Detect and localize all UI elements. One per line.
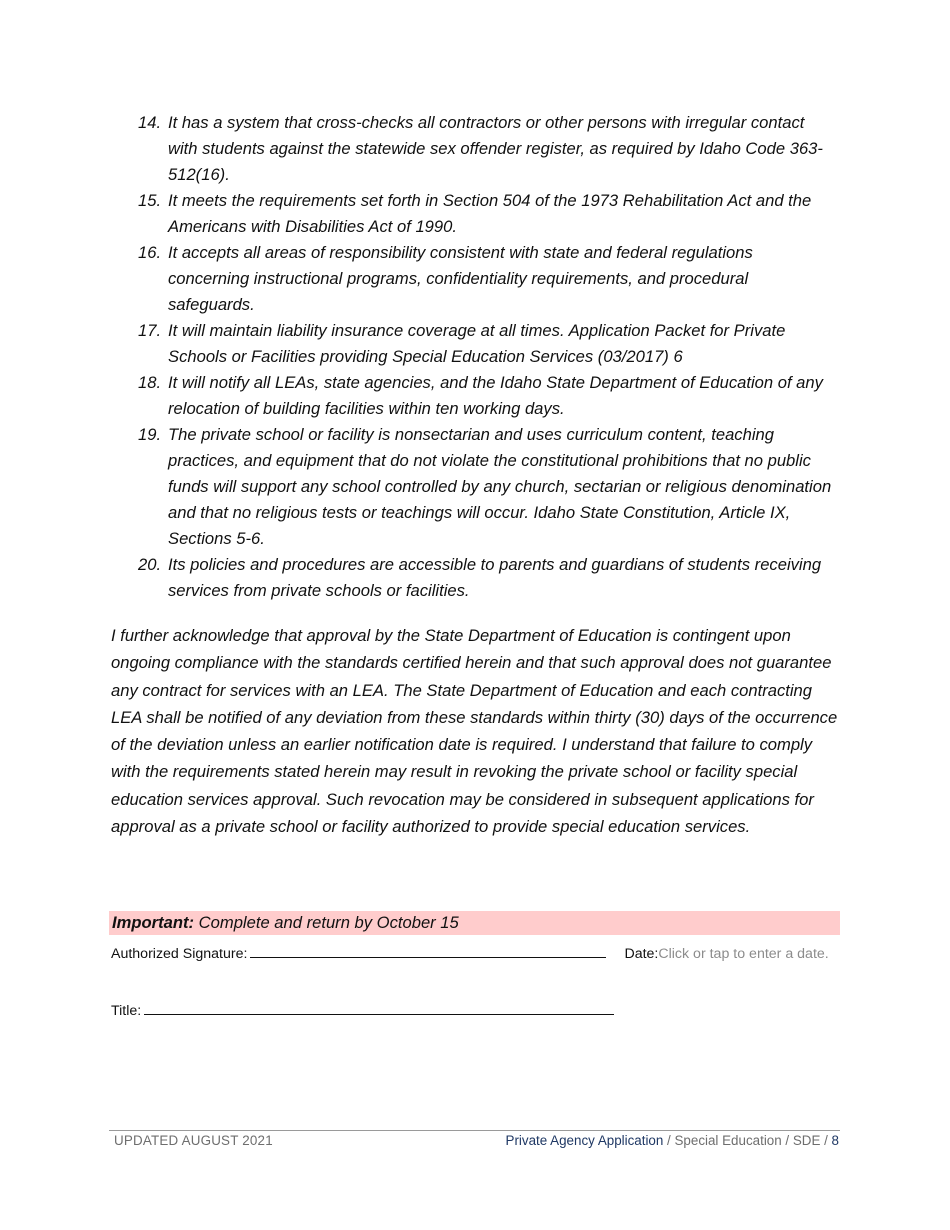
date-label: Date: bbox=[624, 946, 659, 962]
list-item bbox=[138, 552, 838, 604]
signature-row bbox=[111, 943, 831, 964]
list-item bbox=[138, 422, 838, 552]
list-item-number: 20. bbox=[138, 555, 162, 574]
title-label: Title: bbox=[111, 1003, 142, 1019]
footer-path: / Special Education / SDE / bbox=[663, 1133, 832, 1148]
list-item-number: 19. bbox=[138, 425, 162, 444]
page-number: 8 bbox=[831, 1133, 839, 1148]
footer-divider bbox=[109, 1130, 840, 1131]
footer-app-name: Private Agency Application bbox=[505, 1133, 664, 1148]
list-item-text: It will notify all LEAs, state agencies, and the Idaho State Department of Education of any relocation of building facilities within ten working days. bbox=[168, 373, 823, 418]
list-item-number: 18. bbox=[138, 373, 162, 392]
list-item-text: The private school or facility is nonsectarian and uses curriculum content, teaching practices, and equipment that do not violate the constitutional prohibitions that no public funds will support any school controlled by any church, sectarian or religious denomination and that no religious tests or teachings will occur. Idaho State Constitution, Article IX, Sections 5-6. bbox=[168, 425, 832, 548]
list-item-number: 15. bbox=[138, 191, 162, 210]
signature-label: Authorized Signature: bbox=[111, 946, 248, 962]
footer-updated: UPDATED AUGUST 2021 bbox=[114, 1133, 273, 1148]
title-field[interactable] bbox=[144, 1000, 614, 1015]
list-item-number: 17. bbox=[138, 321, 162, 340]
important-text: Complete and return by October 15 bbox=[194, 913, 459, 932]
list-item bbox=[138, 318, 838, 370]
list-item-text: It accepts all areas of responsibility consistent with state and federal regulations concerning instructional programs, confidentiality requirements, and procedural safeguards. bbox=[168, 243, 753, 314]
list-item-text: It will maintain liability insurance coverage at all times. Application Packet for Private Schools or Facilities providing Special Education Services (03/2017) 6 bbox=[168, 321, 786, 366]
footer-breadcrumb bbox=[506, 1133, 839, 1148]
title-row bbox=[111, 1000, 614, 1021]
list-item bbox=[138, 370, 838, 422]
list-item bbox=[138, 188, 838, 240]
list-item-text: It has a system that cross-checks all contractors or other persons with irregular contact with students against the statewide sex offender register, as required by Idaho Code 363-512(16). bbox=[168, 113, 823, 184]
date-field[interactable]: Click or tap to enter a date. bbox=[658, 946, 829, 962]
important-notice bbox=[109, 911, 840, 935]
signature-field[interactable] bbox=[250, 943, 606, 958]
list-item-number: 16. bbox=[138, 243, 162, 262]
list-item-number: 14. bbox=[138, 113, 162, 132]
list-item-text: It meets the requirements set forth in Section 504 of the 1973 Rehabilitation Act and the Americans with Disabilities Act of 1990. bbox=[168, 191, 812, 236]
acknowledgement-paragraph: I further acknowledge that approval by the State Department of Education is contingent upon ongoing compliance with the standards certified herein and that such approval does not guarantee any contract for services with an LEA. The State Department of Education and each contracting LEA shall be notified of any deviation from these standards within thirty (30) days of the occurrence of the deviation unless an earlier notification date is required. I understand that failure to comply with the requirements stated herein may result in revoking the private school or facility special education services approval. Such revocation may be considered in subsequent applications for approval as a private school or facility authorized to provide special education services. bbox=[111, 626, 838, 837]
list-item-text: Its policies and procedures are accessible to parents and guardians of students receiving services from private schools or facilities. bbox=[168, 555, 822, 600]
list-item bbox=[138, 110, 838, 188]
important-label: Important: bbox=[112, 913, 195, 932]
requirements-list bbox=[138, 110, 838, 604]
list-item bbox=[138, 240, 838, 318]
